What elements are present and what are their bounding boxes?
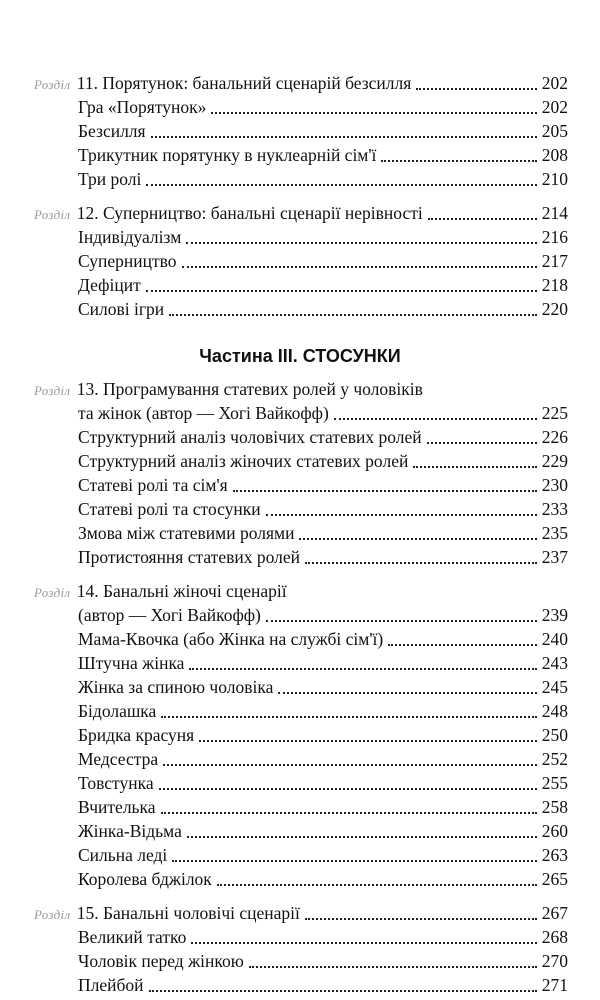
chapter-title-text: Порятунок: банальний сценарій безсилля [102,73,412,93]
toc-entry [78,226,568,249]
leader-dots [305,562,537,564]
entry-label: Трикутник порятунку в нуклеарній сім'ї [78,145,377,165]
chapter-title-text: Банальні жіночі сценарії [102,581,287,601]
toc-entry [78,652,568,675]
toc-entry [78,522,568,545]
leader-dots [189,668,536,670]
entry-label: Вчителька [78,797,156,817]
toc-chapter-11 [34,72,568,95]
leader-dots [149,990,537,992]
leader-dots [249,966,537,968]
page-number: 229 [541,451,568,471]
toc-entry [78,96,568,119]
chapter-number: 14. [76,581,99,601]
part-heading: Частина III. СТОСУНКИ [199,346,401,366]
page-number: 202 [541,73,568,93]
entry-label: Чоловік перед жінкою [78,951,244,971]
entry-label: Індивідуалізм [78,227,182,247]
chapter-title-text: Суперництво: банальні сценарії нерівності [102,203,423,223]
chapter-number: 11. [76,73,98,93]
leader-dots [146,290,537,292]
page-number: 205 [541,121,568,141]
toc-entry [78,628,568,651]
entry-label: Плейбой [78,975,144,995]
entry-label: Бридка красуня [78,725,195,745]
chapter-prefix: Розділ [34,907,71,922]
leader-dots [233,490,537,492]
chapter-title [34,72,411,96]
entry-label: Статеві ролі та сім'я [78,475,228,495]
leader-dots [388,644,537,646]
toc-entry [78,772,568,795]
entry-label: Сильна леді [78,845,168,865]
toc-entry [78,450,568,473]
entry-label: Королева бджілок [78,869,212,889]
entry-label: Статеві ролі та стосунки [78,499,261,519]
toc-entry [78,474,568,497]
toc-entry [78,546,568,569]
entry-label: Структурний аналіз чоловічих статевих ролей [78,427,422,447]
leader-dots [381,160,536,162]
toc-entry [78,274,568,297]
leader-dots [413,466,536,468]
entry-label: Товстунка [78,773,154,793]
toc-chapter-15 [34,902,568,925]
page-number: 263 [541,845,568,865]
page-number: 216 [541,227,568,247]
chapter-title [34,902,300,926]
leader-dots [427,442,537,444]
toc-entry [78,250,568,273]
leader-dots [191,942,536,944]
page-number: 258 [541,797,568,817]
leader-dots [299,538,536,540]
page-number: 237 [541,547,568,567]
page-number: 268 [541,927,568,947]
leader-dots [266,620,537,622]
page-number: 226 [541,427,568,447]
entry-label: Протистояння статевих ролей [78,547,300,567]
entry-label: Великий татко [78,927,187,947]
page-number: 230 [541,475,568,495]
toc-entry [78,676,568,699]
toc-entry [78,926,568,949]
page-number: 210 [541,169,568,189]
toc-entry [78,426,568,449]
leader-dots [217,884,537,886]
toc-chapter-13-line2 [78,402,568,425]
leader-dots [182,266,537,268]
toc-chapter-12 [34,202,568,225]
entry-label: Жінка за спиною чоловіка [78,677,274,697]
page-number: 217 [541,251,568,271]
chapter-title-text: (автор — Хогі Вайкофф) [78,605,261,625]
toc-chapter-14-line2 [78,604,568,627]
chapter-title-text: Банальні чоловічі сценарії [102,903,300,923]
toc-entry [78,144,568,167]
leader-dots [334,418,537,420]
page-number: 220 [541,299,568,319]
entry-label: Безсилля [78,121,146,141]
chapter-title-text: Програмування статевих ролей у чоловіків [102,379,423,399]
entry-label: Штучна жінка [78,653,185,673]
page-number: 239 [541,605,568,625]
page-number: 218 [541,275,568,295]
page-number: 202 [541,97,568,117]
entry-label: Бідолашка [78,701,157,721]
page-number: 252 [541,749,568,769]
page-number: 225 [541,403,568,423]
chapter-title [34,378,423,402]
leader-dots [169,314,537,316]
toc-chapter-14-line1 [34,580,568,603]
chapter-title [34,580,287,604]
entry-label: Змова між статевими ролями [78,523,295,543]
page-number: 235 [541,523,568,543]
leader-dots [211,112,536,114]
page-number: 248 [541,701,568,721]
toc-entry [78,844,568,867]
page-number: 255 [541,773,568,793]
page-number: 208 [541,145,568,165]
leader-dots [186,242,536,244]
page-number: 271 [541,975,568,995]
chapter-prefix: Розділ [34,207,71,222]
chapter-prefix: Розділ [34,77,71,92]
entry-label: Суперництво [78,251,177,271]
toc-chapter-13-line1 [34,378,568,401]
page-number: 240 [541,629,568,649]
entry-label: Три ролі [78,169,142,189]
toc-entry [78,950,568,973]
entry-label: Гра «Порятунок» [78,97,207,117]
toc-entry [78,974,568,997]
leader-dots [305,918,537,920]
leader-dots [161,716,536,718]
chapter-prefix: Розділ [34,383,71,398]
page-number: 243 [541,653,568,673]
toc-entry [78,120,568,143]
page-number: 233 [541,499,568,519]
page-number: 260 [541,821,568,841]
chapter-number: 15. [76,903,99,923]
entry-label: Структурний аналіз жіночих статевих ролей [78,451,409,471]
leader-dots [187,836,537,838]
page-number: 245 [541,677,568,697]
toc-entry [78,796,568,819]
toc-entry [78,868,568,891]
chapter-prefix: Розділ [34,585,71,600]
entry-label: Медсестра [78,749,159,769]
chapter-title-text: та жінок (автор — Хогі Вайкофф) [78,403,329,423]
leader-dots [151,136,537,138]
toc-entry [78,724,568,747]
toc-entry [78,298,568,321]
leader-dots [416,88,536,90]
leader-dots [146,184,536,186]
leader-dots [159,788,537,790]
entry-label: Дефіцит [78,275,141,295]
page-number: 270 [541,951,568,971]
toc-entry [78,700,568,723]
toc-entry [78,498,568,521]
leader-dots [428,218,537,220]
leader-dots [163,764,537,766]
page-number: 267 [541,903,568,923]
chapter-number: 12. [76,203,99,223]
entry-label: Мама-Квочка (або Жінка на службі сім'ї) [78,629,384,649]
entry-label: Силові ігри [78,299,165,319]
leader-dots [172,860,536,862]
leader-dots [278,692,536,694]
page-number: 265 [541,869,568,889]
leader-dots [266,514,537,516]
page-number: 250 [541,725,568,745]
toc-entry [78,820,568,843]
page-number: 214 [541,203,568,223]
leader-dots [161,812,537,814]
toc-entry [78,748,568,771]
entry-label: Жінка-Відьма [78,821,182,841]
toc-entry [78,168,568,191]
chapter-number: 13. [76,379,99,399]
chapter-title [34,202,423,226]
leader-dots [199,740,537,742]
